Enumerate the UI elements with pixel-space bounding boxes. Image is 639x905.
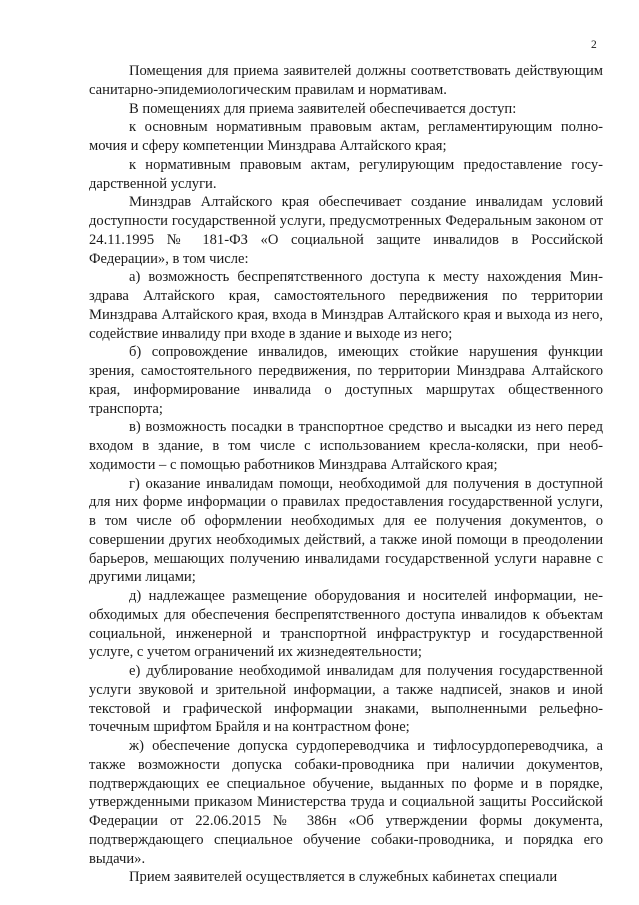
paragraph-access-intro: В помещениях для приема заявителей обеспечивается доступ: (129, 100, 517, 117)
list-item-a: а) возможность беспрепятственного доступа к месту нахождения Минздрава Алтайского края, самостоятельного передвижения по территории Минздрава Алтайского края, входа в Минздрав Алтайского края и выхода из него, содействие инвалиду при входе в здание и выходе из него; (89, 269, 603, 342)
list-item-v: в) возможность посадки в транспортное средство и высадки из него перед входом в здание, в том числе с использованием кресла-коляски, при необходимости – с помощью работников Минздрава Алтайского края; (89, 419, 603, 473)
list-item-e: е) дублирование необходимой инвалидам для получения государственной услуги звуковой и зрительной информации, а также надписей, знаков и иной текстовой и графической информации знаками, выполненными рельефно-точечным шрифтом Брайля и на контрастном фоне; (89, 663, 603, 736)
list-item-zh: ж) обеспечение допуска сурдопереводчика и тифлосурдопереводчика, а также возможности допуска собаки-проводника при наличии документов, подтверждающих ее специальное обучение, выданных по форме и в порядке, утвержденными приказом Министерства труда и социальной защиты Российской Федерации от 22.06.2015 № 386н «Об утверждении формы документа, подтверждающего специальное обучение собаки-проводника, и порядка его выдачи». (89, 738, 603, 867)
paragraph-premises-requirements: Помещения для приема заявителей должны соответствовать действующим санитарно-эпидемиологическим правилам и нормативам. (89, 63, 603, 98)
document-body (89, 62, 603, 887)
paragraph-access-regulatory-acts: к нормативным правовым актам, регулирующим предоставление государственной услуги. (89, 156, 603, 192)
list-item-g: г) оказание инвалидам помощи, необходимой для получения в доступной для них форме информации о правилах предоставления государственной услуги, в том числе об оформлении необходимых для ее получения документов, о совершении других необходимых действий, а также иной помощи в преодолении барьеров, мешающих получению инвалидами государственной услуги наравне с другими лицами; (89, 475, 603, 586)
paragraph-accessibility-conditions: Минздрав Алтайского края обеспечивает создание инвалидам условий доступности государственной услуги, предусмотренных Федеральным законом от 24.11.1995 № 181-ФЗ «О социальной защите инвалидов в Российской Федерации», в том числе: (89, 194, 603, 267)
list-item-b: б) сопровождение инвалидов, имеющих стойкие нарушения функции зрения, самостоятельного передвижения, по территории Минздрава Алтайского края, информирование инвалида о доступных маршрутах общественного транспорта; (89, 344, 603, 417)
page-number: 2 (591, 39, 597, 51)
paragraph-access-basic-acts: к основным нормативным правовым актам, регламентирующим полномочия и сферу компетенции Минздрава Алтайского края; (89, 119, 603, 154)
list-item-d: д) надлежащее размещение оборудования и носителей информации, необходимых для обеспечения беспрепятственного доступа инвалидов к объектам социальной, инженерной и транспортной инфраструктур и государственной услуге, с учетом ограничений их жизнедеятельности; (89, 588, 603, 661)
paragraph-reception: Прием заявителей осуществляется в служебных кабинетах специали (129, 869, 558, 886)
